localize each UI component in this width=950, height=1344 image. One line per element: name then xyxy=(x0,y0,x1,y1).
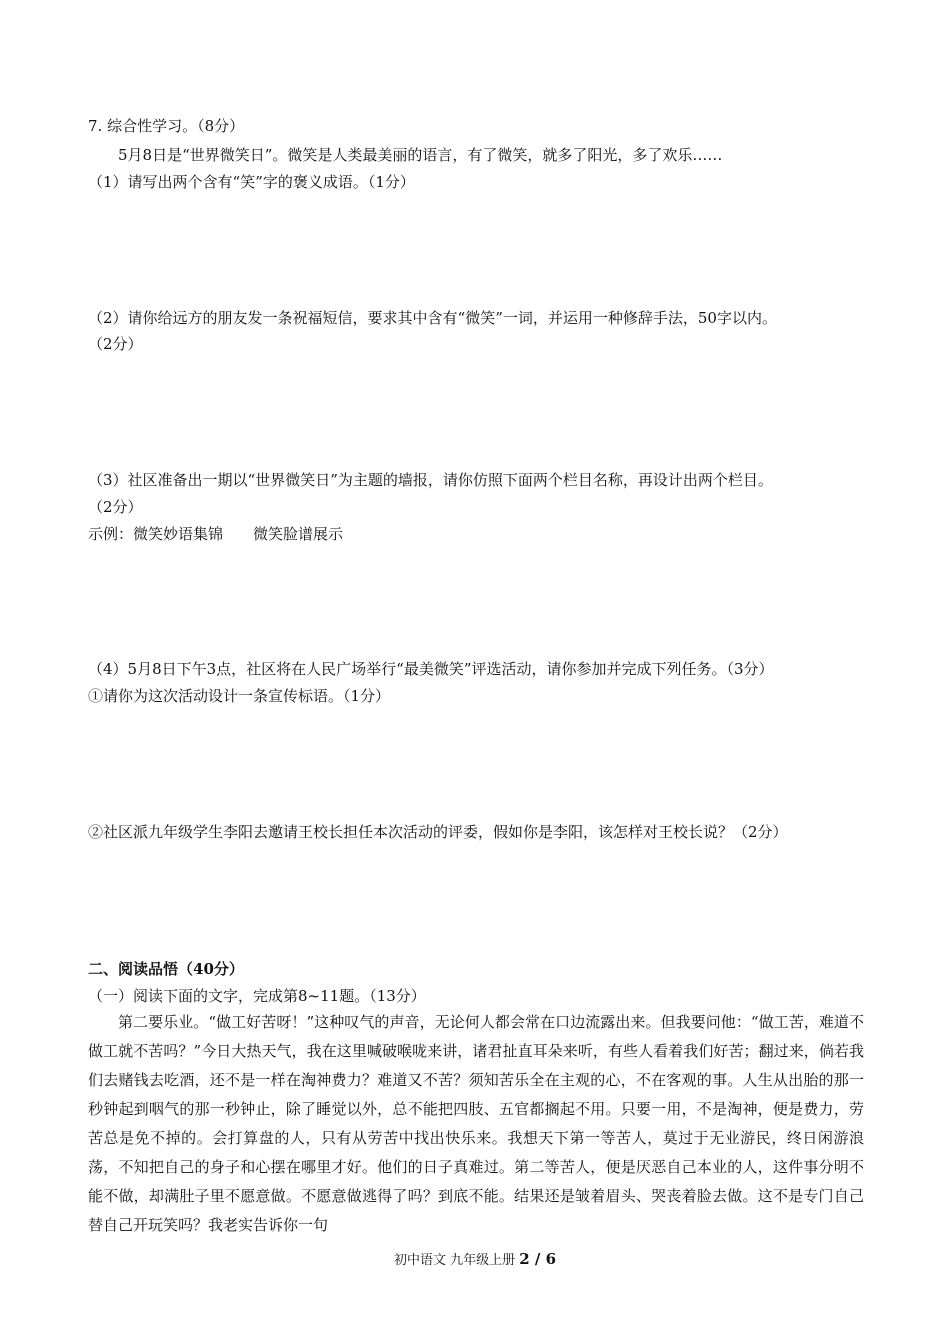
example-column-b: 微笑脸谱展示 xyxy=(253,525,344,543)
question-7-sub4-b: ②社区派九年级学生李阳去邀请王校长担任本次活动的评委，假如你是李阳，该怎样对王校长说？（2分） xyxy=(88,823,788,841)
question-7-sub4-a: ①请你为这次活动设计一条宣传标语。（1分） xyxy=(88,687,391,705)
footer-text: 初中语文 九年级上册 xyxy=(393,1253,516,1268)
example-column-a: 微笑妙语集锦 xyxy=(133,525,224,543)
question-7-sub3-line2: （2分） xyxy=(88,498,143,516)
page-footer xyxy=(0,1250,950,1270)
section-2-part1: （一）阅读下面的文字，完成第8~11题。（13分） xyxy=(88,987,426,1005)
question-7-sub2-line2: （2分） xyxy=(88,335,143,353)
reading-passage: 第二要乐业。“做工好苦呀！”这种叹气的声音，无论何人都会常在口边流露出来。但我要问他：“做工苦，难道不做工就不苦吗？”今日大热天气，我在这里喊破喉咙来讲，诸君扯直耳朵来听，有些人看着我们好苦；翻过来，倘若我们去赌钱去吃酒，还不是一样在淘神费力？难道又不苦？须知苦乐全在主观的心，不在客观的事。人生从出胎的那一秒钟起到咽气的那一秒钟止，除了睡觉以外，总不能把四肢、五官都搁起不用。只要一用，不是淘神，便是费力，劳苦总是免不掉的。会打算盘的人，只有从劳苦中找出快乐来。我想天下第一等苦人，莫过于无业游民，终日闲游浪荡，不知把自己的身子和心摆在哪里才好。他们的日子真难过。第二等苦人，便是厌恶自己本业的人，这件事分明不能不做，却满肚子里不愿意做。不愿意做逃得了吗？到底不能。结果还是皱着眉头、哭丧着脸去做。这不是专门自己替自己开玩笑吗？我老实告诉你一句 xyxy=(88,1013,864,1234)
section-2-title: 二、阅读品悟（40分） xyxy=(88,960,244,978)
question-7-sub1: （1）请写出两个含有“笑”字的褒义成语。（1分） xyxy=(88,173,415,191)
question-7-sub3-line1: （3）社区准备出一期以“世界微笑日”为主题的墙报，请你仿照下面两个栏目名称，再设计出两个栏目。 xyxy=(88,471,773,489)
question-7-title: 7. 综合性学习。（8分） xyxy=(88,117,245,135)
question-7-intro: 5月8日是“世界微笑日”。微笑是人类最美丽的语言，有了微笑，就多了阳光，多了欢乐…… xyxy=(118,146,723,164)
question-7-example xyxy=(88,524,343,544)
example-label: 示例： xyxy=(88,525,134,543)
page-number: 2 / 6 xyxy=(519,1250,557,1268)
question-7-sub2-line1: （2）请你给远方的朋友发一条祝福短信，要求其中含有“微笑”一词，并运用一种修辞手法，50字以内。 xyxy=(88,309,777,327)
question-7-sub4: （4）5月8日下午3点，社区将在人民广场举行“最美微笑”评选活动，请你参加并完成下列任务。（3分） xyxy=(88,660,774,678)
